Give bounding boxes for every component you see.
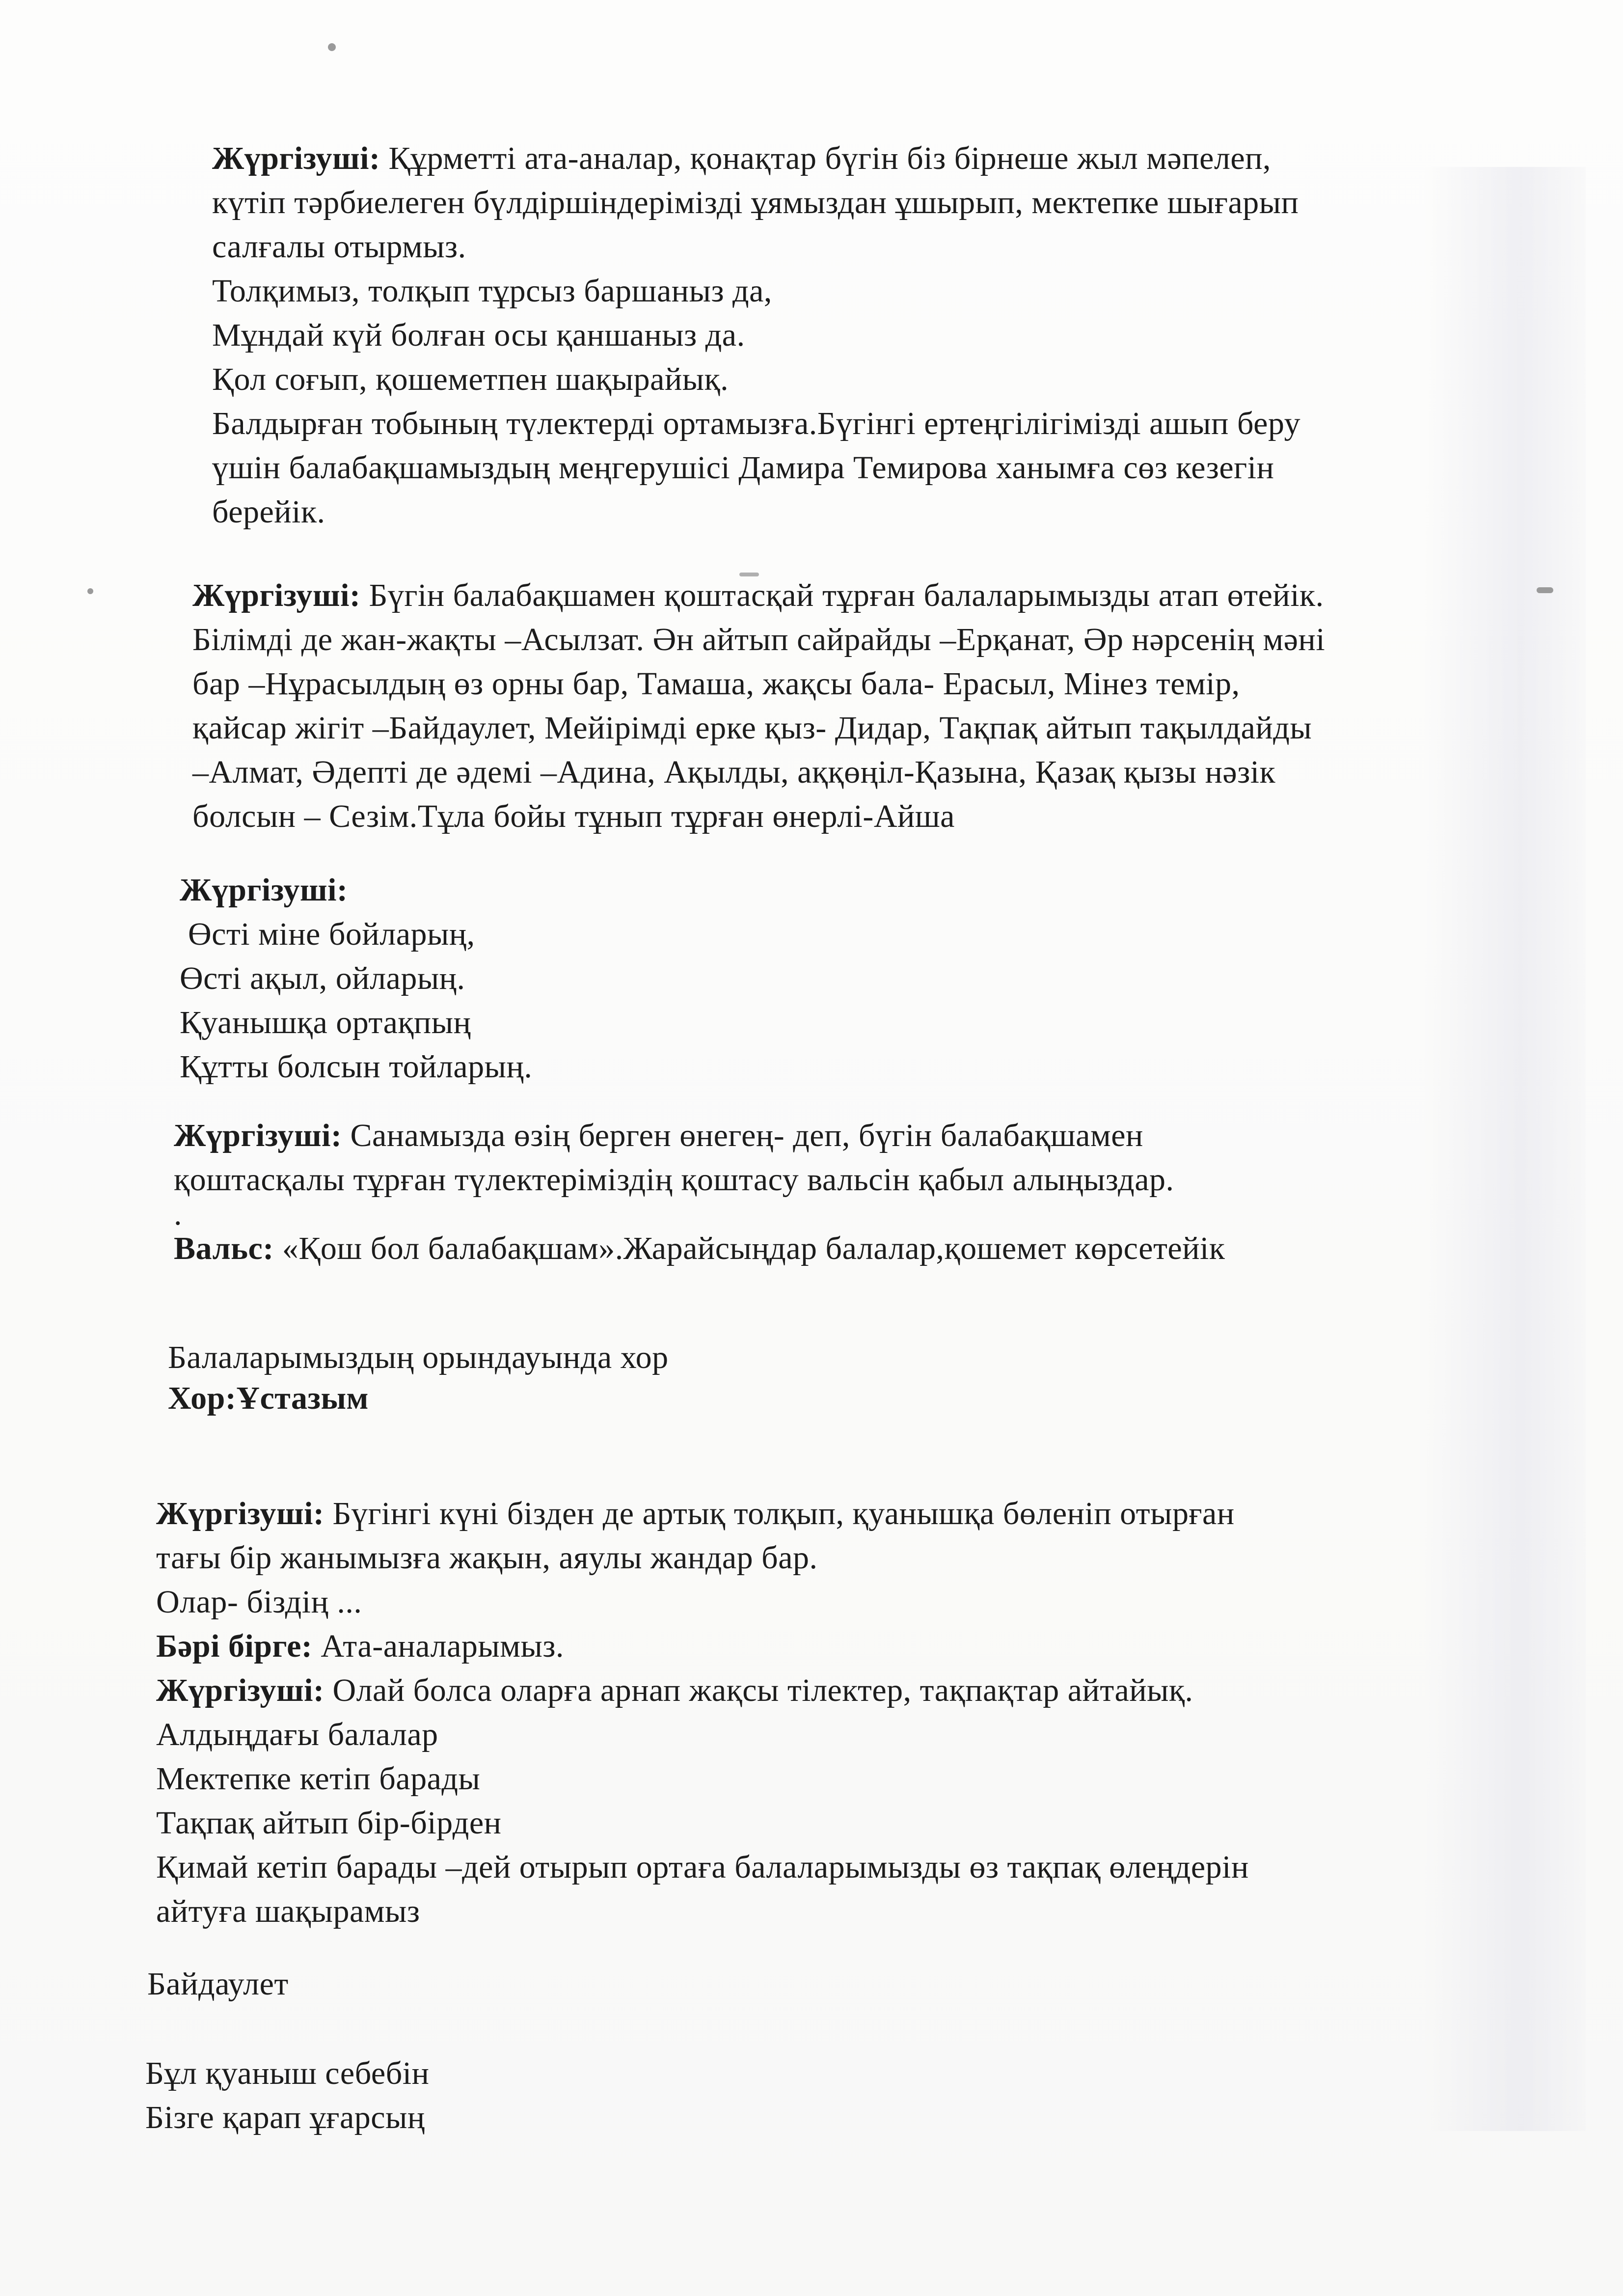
performer-name: Байдаулет: [147, 1966, 289, 2002]
all-together-label: Бәрі бірге:: [156, 1628, 313, 1664]
poem-line: Алдыңдағы балалар: [156, 1717, 438, 1752]
parents-section: [156, 1492, 1249, 1934]
scan-speck: [328, 43, 336, 51]
paragraph-line: .: [174, 1196, 182, 1232]
paragraph-line: тағы бір жанымызға жақын, аяулы жандар бар.: [156, 1540, 818, 1576]
paragraph-line: Жүргізуші: Бүгінгі күні бізден де артық толқып, қуанышқа бөленіп отырған: [156, 1496, 1235, 1531]
performer-section: [147, 1962, 289, 2006]
paragraph-line: –Алмат, Әдепті де әдемі –Адина, Ақылды, аққөңіл-Қазына, Қазақ қызы нәзік: [192, 754, 1276, 790]
poem-line: Өсті ақыл, ойларың.: [180, 960, 465, 996]
speaker-label: Жүргізуші:: [192, 577, 361, 613]
paragraph-line: Қимай кетіп барады –дей отырып ортаға балаларымызды өз тақпақ өлеңдерін: [156, 1849, 1249, 1885]
paragraph-line: Вальс: «Қош бол балабақшам».Жарайсыңдар балалар,қошемет көрсетейік: [174, 1230, 1225, 1266]
paragraph-line: Қол соғып, қошеметпен шақырайық.: [212, 361, 729, 397]
waltz-section: [174, 1114, 1225, 1271]
speaker-label: Жүргізуші:: [156, 1496, 325, 1531]
choir-title: Хор:Ұстазым: [168, 1380, 369, 1416]
speaker-label: Жүргізуші:: [180, 872, 348, 908]
paragraph-line: берейік.: [212, 494, 325, 530]
paragraph-line: үшін балабақшамыздың меңгерушісі Дамира Темирова ханымға сөз кезегін: [212, 450, 1274, 486]
poem-line: Бұл қуаныш себебін: [145, 2055, 430, 2091]
paragraph-line: Толқимыз, толқып тұрсыз баршаныз да,: [212, 273, 772, 309]
paragraph-line: болсын – Сезім.Тұла бойы тұнып тұрған өнерлі-Айша: [192, 798, 955, 834]
scan-shadow: [1424, 167, 1586, 2131]
waltz-label: Вальс:: [174, 1230, 274, 1266]
poem-line: Тақпақ айтып бір-бірден: [156, 1805, 502, 1841]
paragraph-line: Балдырған тобының түлектерді ортамызға.Бүгінгі ертеңгілігімізді ашып беру: [212, 406, 1301, 441]
choir-intro: Балаларымыздың орындауында хор: [168, 1339, 669, 1375]
speaker-label: Жүргізуші:: [212, 140, 380, 176]
paragraph-line: айтуға шақырамыз: [156, 1893, 420, 1929]
poem-line: Өсті міне бойларың,: [180, 916, 475, 952]
paragraph-line: Олар- біздің ...: [156, 1584, 362, 1620]
poem-line: Құтты болсын тойларың.: [180, 1049, 533, 1085]
paragraph-line: салғалы отырмыз.: [212, 229, 466, 265]
paragraph-line: Мұндай күй болған осы қаншаныз да.: [212, 317, 745, 353]
poem-line: Қуанышқа ортақпың: [180, 1005, 471, 1040]
paragraph-line: Жүргізуші: Бүгін балабақшамен қоштасқай тұрған балаларымызды атап өтейік.: [192, 577, 1324, 613]
choir-section: [168, 1336, 669, 1417]
intro-section: [212, 137, 1300, 534]
speaker-label: Жүргізуші:: [156, 1672, 325, 1708]
speaker-label: Жүргізуші:: [174, 1118, 342, 1153]
poem-section: [180, 868, 532, 1089]
paragraph-line: Білімді де жан-жақты –Асылзат. Ән айтып сайрайды –Ерқанат, Әр нәрсенің мәні: [192, 622, 1325, 657]
poem-line: Мектепке кетіп барады: [156, 1761, 481, 1797]
scan-speck: [87, 588, 93, 594]
paragraph-line: қайсар жігіт –Байдаулет, Мейірімді ерке қыз- Дидар, Тақпақ айтып тақылдайды: [192, 710, 1312, 746]
paragraph-line: Жүргізуші: Олай болса оларға арнап жақсы тілектер, тақпақтар айтайық.: [156, 1672, 1193, 1708]
paragraph-line: Бәрі бірге: Ата-аналарымыз.: [156, 1628, 564, 1664]
paragraph-line: бар –Нұрасылдың өз орны бар, Тамаша, жақсы бала- Ерасыл, Мінез темір,: [192, 666, 1240, 702]
paragraph-line: Жүргізуші: Санамызда өзің берген өнегең- деп, бүгін балабақшамен: [174, 1118, 1143, 1153]
paragraph-line: Жүргізуші: Құрметті ата-аналар, қонақтар бүгін біз бірнеше жыл мәпелеп,: [212, 140, 1271, 176]
final-poem: [145, 2051, 429, 2140]
scan-speck: [1537, 587, 1553, 593]
graduates-section: [192, 574, 1325, 839]
poem-line: Бізге қарап ұғарсың: [145, 2100, 425, 2135]
paragraph-line: қоштасқалы тұрған түлектеріміздің қоштасу вальсін қабыл алыңыздар.: [174, 1162, 1174, 1198]
paragraph-line: күтіп тәрбиелеген бүлдіршіндерімізді ұямыздан ұшырып, мектепке шығарып: [212, 185, 1299, 220]
